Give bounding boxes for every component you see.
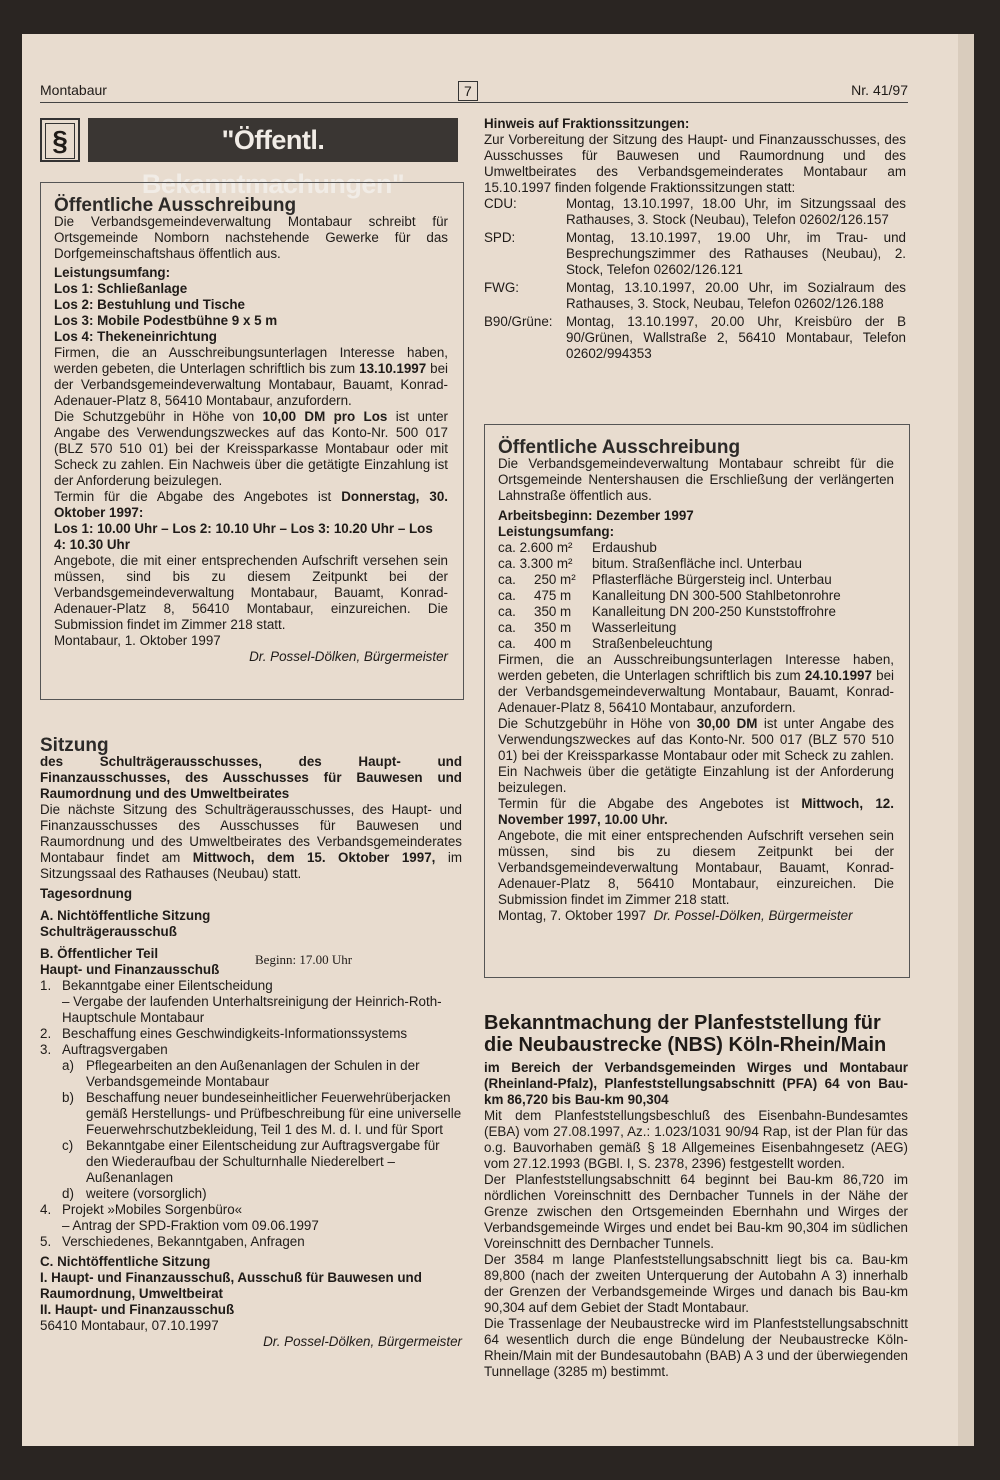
faction-title: Hinweis auf Fraktionssitzungen: bbox=[484, 116, 690, 131]
agenda-subitem: a) Pflegearbeiten an den Außenanlagen der Schulen in der Verbandsgemeinde Montabaur bbox=[62, 1058, 420, 1089]
tender-nomborn bbox=[54, 195, 448, 665]
tender2-positions bbox=[498, 540, 894, 652]
position-row: ca. 250 m² Pflasterfläche Bürgersteig incl. Unterbau bbox=[498, 572, 832, 587]
section-banner: "Öffentl. Bekanntmachungen" bbox=[88, 118, 458, 162]
agenda-part-c: C. Nichtöffentliche Sitzung bbox=[40, 1254, 211, 1269]
agenda-part-a-sub: Schulträgerausschuß bbox=[40, 924, 177, 939]
agenda-subitem: b) Beschaffung neuer bundeseinheitlicher Feuerwehrüberjacken gemäß Herstellungs- und Prüfbeschreibung für eine universelle Feuerwehrschutzbekleidung, Teil 1 des M. d. I. und für Sport bbox=[62, 1090, 462, 1137]
planning-para-4: Die Trassenlage der Neubaustrecke wird im Planfeststellungsabschnitt 64 wesentlich durch die enge Bündelung der Neubaustrecke Köln-Rhein/Main mit der Bundesautobahn (BAB) A 3 und der überwiegenden Tunnellage (3285 m) bestimmt. bbox=[484, 1316, 908, 1379]
tender-submission-para: Angebote, die mit einer entsprechenden Aufschrift versehen sein müssen, sind bis zu diesem Zeitpunkt bei der Verbandsgemeindeverwaltung Montabaur, Bauamt, Konrad-Adenauer-Platz 8, 56410 Montabaur, einzureichen. Die Submission findet im Zimmer 218 statt. bbox=[54, 553, 448, 632]
faction-row-cdu: CDU: Montag, 13.10.1997, 18.00 Uhr, im Sitzungssaal des Rathauses, 3. Stock (Neubau), Telefon 02602/126.157 bbox=[484, 196, 906, 227]
tender2-fee-para: Die Schutzgebühr in Höhe von 30,00 DM ist unter Angabe des Verwendungszweckes auf das Konto-Nr. 500 017 (BLZ 570 510 01) bei der Kreissparkasse Montabaur oder mit Scheck zu zahlen. Ein Nachweis über die getätigte Einzahlung ist der Anforderung beizulegen. bbox=[498, 716, 894, 795]
planning-subtitle: im Bereich der Verbandsgemeinden Wirges und Montabaur (Rheinland-Pfalz), Planfeststellungsabschnitt (PFA) 64 von Bau-km 86,720 bis Bau-km 90,304 bbox=[484, 1060, 908, 1107]
tender-lot-times: Los 1: 10.00 Uhr – Los 2: 10.10 Uhr – Los 3: 10.20 Uhr – Los 4: 10.30 Uhr bbox=[54, 521, 433, 552]
position-row: ca. 350 m Kanalleitung DN 200-250 Kunststoffrohre bbox=[498, 604, 836, 619]
planning-title: Bekanntmachung der Planfeststellung für die Neubaustrecke (NBS) Köln-Rhein/Main bbox=[484, 1012, 887, 1056]
lot-2: Los 2: Bestuhlung und Tische bbox=[54, 297, 245, 312]
tender2-request-para: Firmen, die an Ausschreibungsunterlagen Interesse haben, werden gebeten, die Unterlagen schriftlich bis zum 24.10.1997 bei der Verbandsgemeindeverwaltung Montabaur, Bauamt, Konrad-Adenauer-Platz 8, 56410 Montabaur, anzufordern. bbox=[498, 652, 894, 715]
agenda-list-2 bbox=[40, 1202, 462, 1250]
page-header bbox=[40, 82, 908, 104]
tender2-start: Arbeitsbeginn: Dezember 1997 bbox=[498, 508, 694, 523]
tender-deadline-para: Termin für die Abgabe des Angebotes ist Donnerstag, 30. Oktober 1997: bbox=[54, 489, 448, 520]
session-notice bbox=[40, 735, 462, 1350]
agenda-item: 5. Verschiedenes, Bekanntgaben, Anfragen bbox=[40, 1234, 305, 1249]
lot-3: Los 3: Mobile Podestbühne 9 x 5 m bbox=[54, 313, 278, 328]
planning-approval-notice bbox=[484, 1012, 908, 1380]
position-row: ca. 350 m Wasserleitung bbox=[498, 620, 677, 635]
tender-intro: Die Verbandsgemeindeverwaltung Montabaur schreibt für Ortsgemeinde Nomborn nachstehende Gewerke für das Dorfgemeinschaftshaus öffentlich aus. bbox=[54, 214, 448, 261]
tender2-deadline-para: Termin für die Abgabe des Angebotes ist Mittwoch, 12. November 1997, 10.00 Uhr. bbox=[498, 796, 894, 827]
tender-nentershausen bbox=[498, 437, 894, 924]
tender2-submission-para: Angebote, die mit einer entsprechenden Aufschrift versehen sein müssen, sind bis zu diesem Zeitpunkt bei der Verbandsgemeindeverwaltung Montabaur, Bauamt, Konrad-Adenauer-Platz 8, 56410 Montabaur, einzureichen. Die Submission findet im Zimmer 218 statt. bbox=[498, 828, 894, 907]
tender-title: Öffentliche Ausschreibung bbox=[54, 195, 297, 216]
lot-1: Los 1: Schließanlage bbox=[54, 281, 188, 296]
session-intro: Die nächste Sitzung des Schulträgerausschusses, des Haupt- und Finanzausschusses des Ausschusses für Bauwesen und Raumordnung und des Umweltbeirates des Verbandsgemeinderates Montabaur findet am Mittwoch, dem 15. Oktober 1997, im Sitzungssaal des Rathauses (Neubau) statt. bbox=[40, 802, 462, 881]
faction-intro: Zur Vorbereitung der Sitzung des Haupt- und Finanzausschusses, des Ausschusses für Bauwesen und Raumordnung und des Umweltbeirates des Verbandsgemeinderates Montabaur am 15.10.1997 finden folgende Fraktionssitzungen statt: bbox=[484, 132, 906, 195]
planning-para-1: Mit dem Planfeststellungsbeschluß des Eisenbahn-Bundesamtes (EBA) vom 27.08.1997, Az.: 1.023/1031 90/94 Rap, ist der Plan für das o.g. Bauvorhaben gemäß § 18 Allgemeines Eisenbahngesetz (AEG) vom 27.12.1993 (BGBl. I, S. 2378, 2396) festgestellt worden. bbox=[484, 1108, 908, 1171]
session-subtitle: des Schulträgerausschusses, des Haupt- und Finanzausschusses, des Ausschusses für Bauwesen und Raumordnung und des Umweltbeirates bbox=[40, 754, 462, 801]
position-row: ca. 2.600 m² Erdaushub bbox=[498, 540, 657, 555]
agenda-start-time: Beginn: 17.00 Uhr bbox=[255, 952, 353, 967]
agenda-list bbox=[40, 978, 462, 1058]
agenda-subitem: d) weitere (vorsorglich) bbox=[62, 1186, 207, 1201]
agenda-item: 3. Auftragsvergaben bbox=[40, 1042, 168, 1057]
agenda-item: – Antrag der SPD-Fraktion vom 09.06.1997 bbox=[62, 1218, 319, 1233]
agenda-item: – Vergabe der laufenden Unterhaltsreinigung der Heinrich-Roth-Hauptschule Montabaur bbox=[62, 994, 442, 1025]
tender-fee-para: Die Schutzgebühr in Höhe von 10,00 DM pro Los ist unter Angabe des Verwendungszweckes auf das Konto-Nr. 500 017 (BLZ 570 510 01) bei der Kreissparkasse Montabaur oder mit Scheck zu zahlen. Ein Nachweis über die getätigte Einzahlung ist der Anforderung beizulegen. bbox=[54, 409, 448, 488]
agenda-heading: Tagesordnung bbox=[40, 886, 132, 901]
tender-request-para: Firmen, die an Ausschreibungsunterlagen Interesse haben, werden gebeten, die Unterlagen schriftlich bis zum 13.10.1997 bei der Verbandsgemeindeverwaltung Montabaur, Bauamt, Konrad-Adenauer-Platz 8, 56410 Montabaur, anzufordern. bbox=[54, 345, 448, 408]
tender2-scope-label: Leistungsumfang: bbox=[498, 524, 615, 539]
agenda-part-c-1: I. Haupt- und Finanzausschuß, Ausschuß für Bauwesen und Raumordnung, Umweltbeirat bbox=[40, 1270, 422, 1301]
position-row: ca. 3.300 m² bitum. Straßenfläche incl. Unterbau bbox=[498, 556, 802, 571]
tender2-title: Öffentliche Ausschreibung bbox=[498, 437, 741, 458]
paragraph-symbol: § bbox=[45, 123, 75, 159]
session-title: Sitzung bbox=[40, 735, 109, 756]
page-edge bbox=[958, 34, 974, 1446]
session-place-date: 56410 Montabaur, 07.10.1997 bbox=[40, 1318, 219, 1333]
header-town: Montabaur bbox=[40, 82, 107, 98]
agenda-item: 2. Beschaffung eines Geschwindigkeits-Informationssystems bbox=[40, 1026, 408, 1041]
planning-para-2: Der Planfeststellungsabschnitt 64 beginnt bei Bau-km 86,720 im nördlichen Voreinschnitt des Dernbacher Tunnels in der Nähe der Grenze zwischen den Ortsgemeinden Ebernhahn und Wirges der Verbandsgemeinde Wirges und endet bei Bau-km 90,304 im südlichen Voreinschnitt des Dernbacher Tunnels. bbox=[484, 1172, 908, 1251]
tender-signature: Dr. Possel-Dölken, Bürgermeister bbox=[249, 649, 448, 664]
agenda-part-c-2: II. Haupt- und Finanzausschuß bbox=[40, 1302, 235, 1317]
agenda-part-a: A. Nichtöffentliche Sitzung bbox=[40, 908, 211, 923]
faction-meetings bbox=[484, 116, 906, 362]
page-number: 7 bbox=[458, 81, 478, 101]
issue-number: Nr. 41/97 bbox=[851, 82, 908, 98]
faction-row-gruene: B90/Grüne: Montag, 13.10.1997, 20.00 Uhr, Kreisbüro der B 90/Grünen, Wallstraße 2, 56410 Montabaur, Telefon 02602/994353 bbox=[484, 314, 906, 361]
faction-row-spd: SPD: Montag, 13.10.1997, 19.00 Uhr, im Trau- und Besprechungszimmer des Rathauses (Neubau), 2. Stock, Telefon 02602/126.121 bbox=[484, 230, 906, 277]
scope-label: Leistungsumfang: bbox=[54, 265, 171, 280]
agenda-item: 4. Projekt »Mobiles Sorgenbüro« bbox=[40, 1202, 243, 1217]
tender2-footer: Montag, 7. Oktober 1997 Dr. Possel-Dölken, Bürgermeister bbox=[498, 908, 853, 923]
tender2-intro: Die Verbandsgemeindeverwaltung Montabaur schreibt für die Ortsgemeinde Nentershausen die Erschließung der verlängerten Lahnstraße öffentlich aus. bbox=[498, 456, 894, 503]
agenda-item: 1. Bekanntgabe einer Eilentscheidung bbox=[40, 978, 273, 993]
planning-para-3: Der 3584 m lange Planfeststellungsabschnitt liegt bis ca. Bau-km 89,800 (nach der zweiten Unterquerung der Autobahn A 3) innerhalb der Grenzen der Verbandsgemeinde Wirges und danach bis Bau-km 90,304 auf dem Gebiet der Stadt Montabaur. bbox=[484, 1252, 908, 1315]
paragraph-icon bbox=[40, 118, 80, 162]
position-row: ca. 400 m Straßenbeleuchtung bbox=[498, 636, 713, 651]
agenda-part-b: B. Öffentlicher Teil bbox=[40, 946, 159, 961]
session-signature: Dr. Possel-Dölken, Bürgermeister bbox=[263, 1334, 462, 1349]
header-rule bbox=[40, 102, 908, 103]
agenda-subitem: c) Bekanntgabe einer Eilentscheidung zur Auftragsvergabe für den Wiederaufbau der Schulturnhalle Niederelbert – Außenanlagen bbox=[62, 1138, 440, 1185]
tender-place-date: Montabaur, 1. Oktober 1997 bbox=[54, 633, 221, 648]
faction-row-fwg: FWG: Montag, 13.10.1997, 20.00 Uhr, im Sozialraum des Rathauses, 3. Stock, Neubau, Telefon 02602/126.188 bbox=[484, 280, 906, 311]
position-row: ca. 475 m Kanalleitung DN 300-500 Stahlbetonrohre bbox=[498, 588, 841, 603]
agenda-part-b-sub: Haupt- und Finanzausschuß bbox=[40, 962, 220, 977]
lot-4: Los 4: Thekeneinrichtung bbox=[54, 329, 217, 344]
